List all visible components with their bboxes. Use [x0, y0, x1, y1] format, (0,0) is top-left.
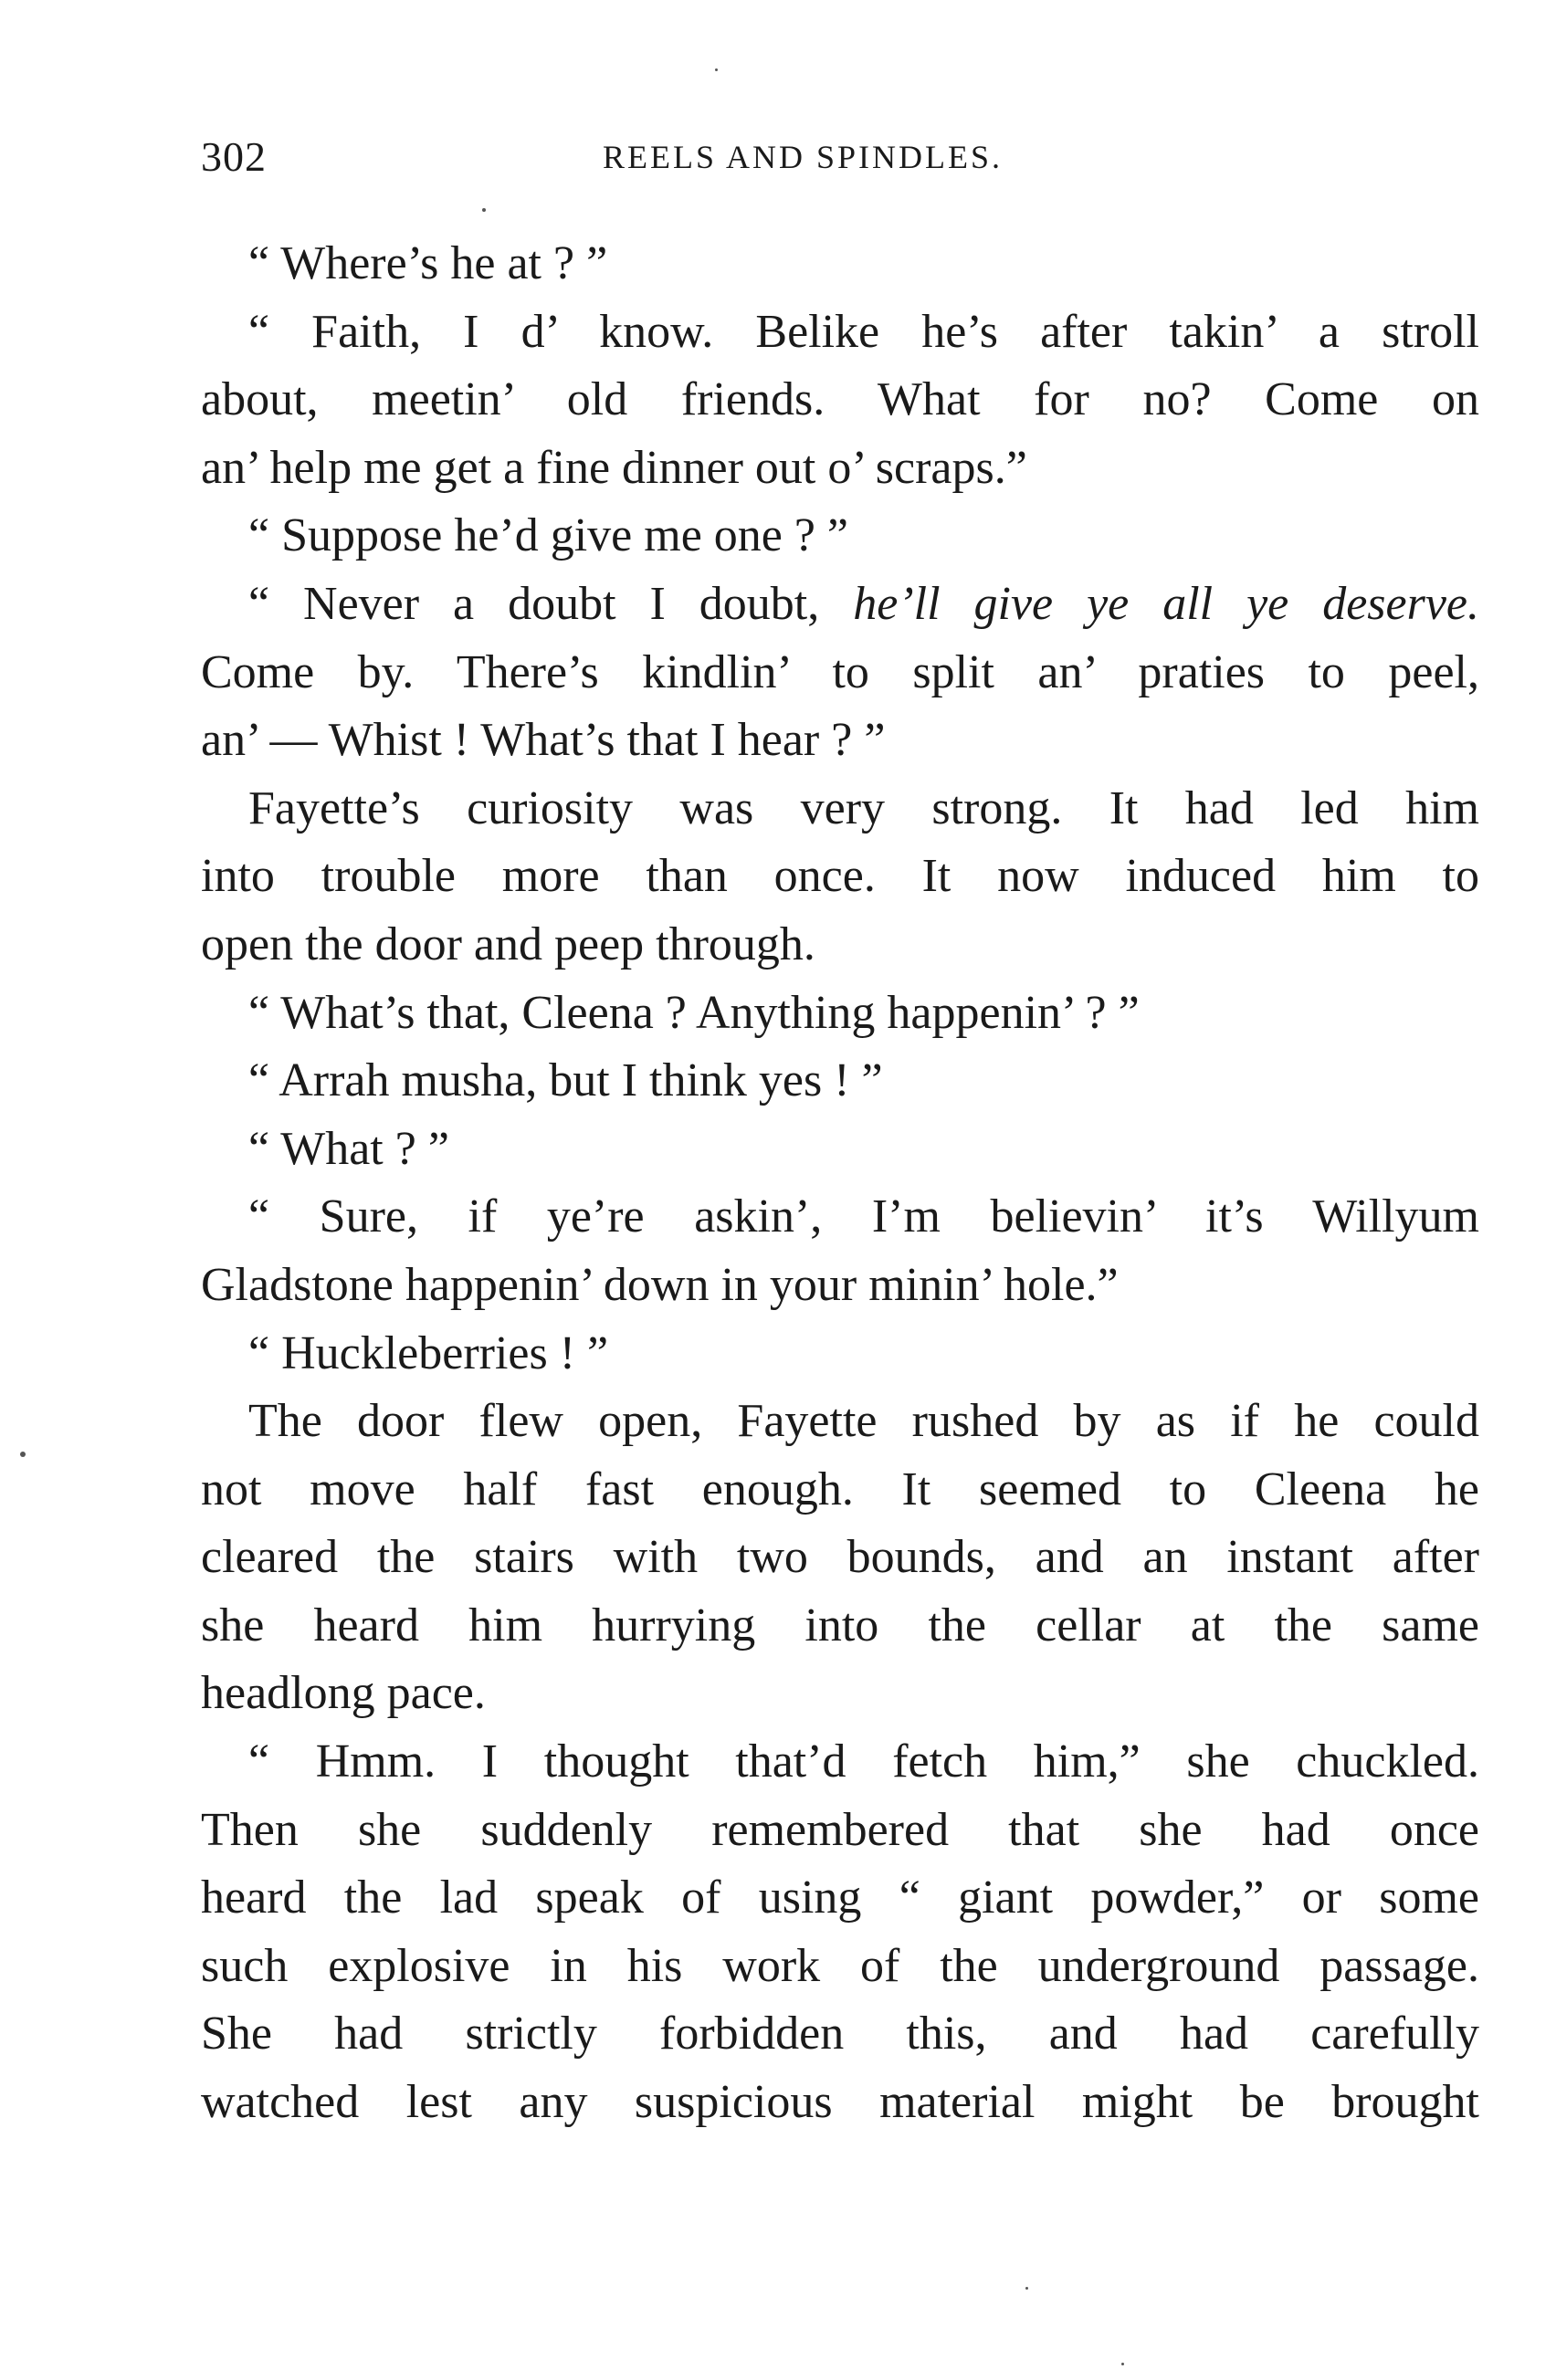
scan-speck [1025, 2287, 1028, 2290]
text-line: cleared the stairs with two bounds, and an instant after [201, 1531, 1479, 1584]
text-line: “ Suppose he’d give me one ? ” [248, 509, 849, 562]
text-line: “ Huckleberries ! ” [248, 1326, 609, 1379]
scan-speck [1121, 2363, 1124, 2365]
body-text [201, 230, 1479, 2137]
text-line: watched lest any suspicious material might be brought [201, 2076, 1479, 2129]
text-line: Come by. There’s kindlin’ to split an’ praties to peel, [201, 645, 1479, 698]
text-line: She had strictly forbidden this, and had carefully [201, 2008, 1479, 2060]
text-line: open the door and peep through. [201, 917, 815, 970]
text-line: “ Arrah musha, but I think yes ! ” [248, 1054, 883, 1107]
text-line: “ What ? ” [248, 1122, 449, 1175]
text-line: “ Where’s he at ? ” [248, 237, 608, 289]
text-line: such explosive in his work of the underground passage. [201, 1939, 1479, 1992]
text-line: Then she suddenly remembered that she had once [201, 1803, 1479, 1856]
text-line: “ Hmm. I thought that’d fetch him,” she chuckled. [248, 1735, 1479, 1788]
text-segment: “ Never a doubt I doubt, [248, 577, 820, 630]
text-line: an’ — Whist ! What’s that I hear ? ” [201, 714, 886, 767]
text-line: “ What’s that, Cleena ? Anything happenin’ ? ” [248, 986, 1140, 1039]
text-line: she heard him hurrying into the cellar at the same [201, 1599, 1479, 1651]
scan-speck [482, 208, 486, 212]
text-line: Gladstone happenin’ down in your minin’ hole.” [201, 1258, 1119, 1311]
text-line: The door flew open, Fayette rushed by as if he could [248, 1395, 1479, 1448]
text-line-mixed [201, 571, 1479, 639]
text-line: “ Sure, if ye’re askin’, I’m believin’ it’s Willyum [248, 1190, 1479, 1243]
text-line: about, meetin’ old friends. What for no? Come on [201, 373, 1479, 426]
page-header [201, 132, 1479, 187]
scan-speck [20, 1452, 26, 1457]
text-line: Fayette’s curiosity was very strong. It had led him [248, 781, 1479, 834]
text-line: headlong pace. [201, 1667, 486, 1720]
italic-text-segment: he’ll give ye all ye deserve. [853, 577, 1480, 630]
text-line: into trouble more than once. It now induced him to [201, 850, 1479, 903]
text-line: heard the lad speak of using “ giant powder,” or some [201, 1871, 1479, 1924]
scan-speck [715, 68, 718, 71]
page-number: 302 [201, 133, 267, 180]
running-title: REELS AND SPINDLES. [603, 139, 1004, 175]
text-line: not move half fast enough. It seemed to Cleena he [201, 1463, 1479, 1515]
text-line: “ Faith, I d’ know. Belike he’s after takin’ a stroll [248, 305, 1479, 358]
text-line: an’ help me get a fine dinner out o’ scraps.” [201, 441, 1027, 494]
